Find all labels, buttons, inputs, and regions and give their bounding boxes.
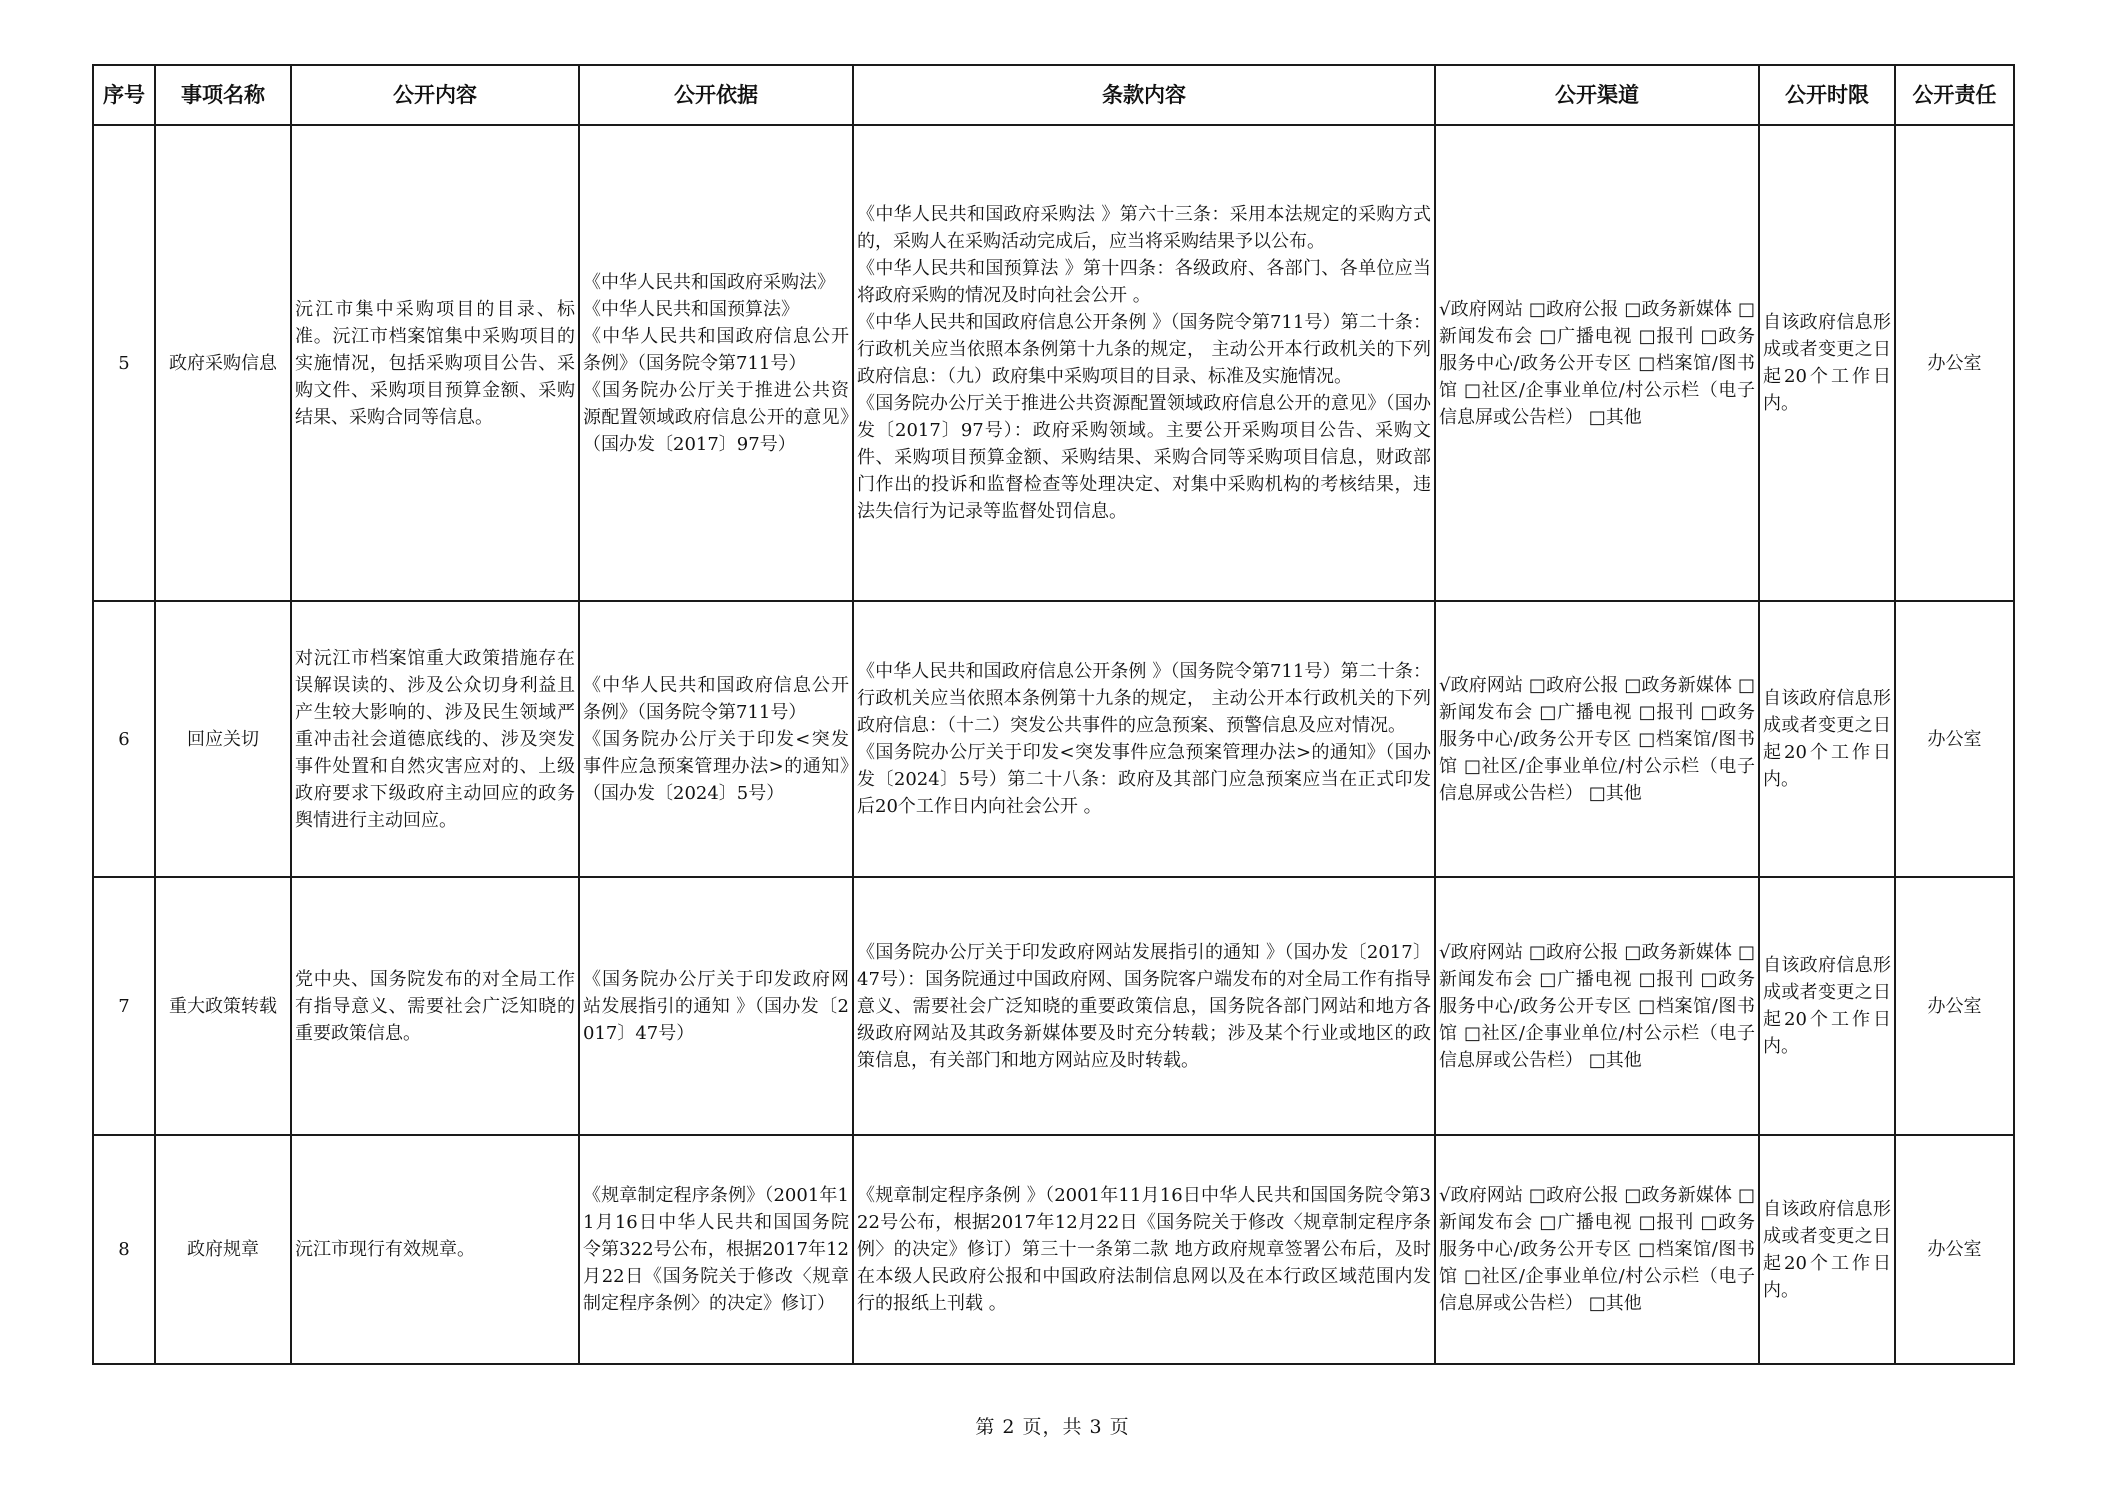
cell-channel: √政府网站 □政府公报 □政务新媒体 □新闻发布会 □广播电视 □报刊 □政务服务中心/政务公开专区 □档案馆/图书馆 □社区/企事业单位/村公示栏（电子信息屏或公告栏） □其他 <box>1435 1135 1759 1364</box>
cell-channel: √政府网站 □政府公报 □政务新媒体 □新闻发布会 □广播电视 □报刊 □政务服务中心/政务公开专区 □档案馆/图书馆 □社区/企事业单位/村公示栏（电子信息屏或公告栏） □其他 <box>1435 601 1759 877</box>
cell-content: 对沅江市档案馆重大政策措施存在误解误读的、涉及公众切身利益且产生较大影响的、涉及民生领域严重冲击社会道德底线的、涉及突发事件处置和自然灾害应对的、上级政府要求下级政府主动回应的政务舆情进行主动回应。 <box>291 601 579 877</box>
basis-line: 《国务院办公厅关于印发<突发事件应急预案管理办法>的通知》（国办发〔2024〕5号） <box>583 728 849 804</box>
basis-line: 《中华人民共和国政府信息公开条例》（国务院令第711号） <box>583 325 849 374</box>
table-row <box>93 125 2014 601</box>
clause-paragraph: 《中华人民共和国政府信息公开条例 》（国务院令第711号）第二十条：行政机关应当依照本条例第十九条的规定， 主动公开本行政机关的下列政府信息：（十二）突发公共事件的应急预案、预警信息及应对情况。 <box>857 661 1431 736</box>
header-time-limit: 公开时限 <box>1759 65 1895 125</box>
cell-time-limit: 自该政府信息形成或者变更之日起20个工作日内。 <box>1759 601 1895 877</box>
cell-time-limit: 自该政府信息形成或者变更之日起20个工作日内。 <box>1759 877 1895 1135</box>
basis-line: 《中华人民共和国预算法》 <box>583 298 799 320</box>
cell-clauses <box>853 1135 1435 1364</box>
cell-basis <box>579 125 853 601</box>
clause-paragraph: 《中华人民共和国政府信息公开条例 》（国务院令第711号）第二十条：行政机关应当依照本条例第十九条的规定， 主动公开本行政机关的下列政府信息：（九）政府集中采购项目的目录、标准及实施情况。 <box>857 312 1431 387</box>
table-header-row <box>93 65 2014 125</box>
table-row <box>93 877 2014 1135</box>
cell-content: 党中央、国务院发布的对全局工作有指导意义、需要社会广泛知晓的重要政策信息。 <box>291 877 579 1135</box>
cell-content: 沅江市集中采购项目的目录、标准。沅江市档案馆集中采购项目的实施情况，包括采购项目公告、采购文件、采购项目预算金额、采购结果、采购合同等信息。 <box>291 125 579 601</box>
cell-no: 5 <box>93 125 155 601</box>
cell-channel: √政府网站 □政府公报 □政务新媒体 □新闻发布会 □广播电视 □报刊 □政务服务中心/政务公开专区 □档案馆/图书馆 □社区/企事业单位/村公示栏（电子信息屏或公告栏） □其他 <box>1435 877 1759 1135</box>
header-item-name: 事项名称 <box>155 65 291 125</box>
cell-responsible: 办公室 <box>1895 601 2014 877</box>
cell-basis <box>579 1135 853 1364</box>
cell-no: 8 <box>93 1135 155 1364</box>
cell-item-name: 政府规章 <box>155 1135 291 1364</box>
cell-basis <box>579 601 853 877</box>
cell-responsible: 办公室 <box>1895 125 2014 601</box>
cell-time-limit: 自该政府信息形成或者变更之日起20个工作日内。 <box>1759 1135 1895 1364</box>
header-basis: 公开依据 <box>579 65 853 125</box>
header-no: 序号 <box>93 65 155 125</box>
cell-item-name: 回应关切 <box>155 601 291 877</box>
basis-line: 《中华人民共和国政府信息公开条例》（国务院令第711号） <box>583 674 849 723</box>
cell-item-name: 政府采购信息 <box>155 125 291 601</box>
cell-channel: √政府网站 □政府公报 □政务新媒体 □新闻发布会 □广播电视 □报刊 □政务服务中心/政务公开专区 □档案馆/图书馆 □社区/企事业单位/村公示栏（电子信息屏或公告栏） □其他 <box>1435 125 1759 601</box>
cell-clauses <box>853 601 1435 877</box>
basis-line: 《国务院办公厅关于印发政府网站发展指引的通知 》（国办发〔2017〕47号） <box>583 968 849 1044</box>
table-row <box>93 601 2014 877</box>
clause-paragraph: 《国务院办公厅关于印发政府网站发展指引的通知 》（国办发〔2017〕47号）：国务院通过中国政府网、国务院客户端发布的对全局工作有指导意义、需要社会广泛知晓的重要政策信息，国务院各部门网站和地方各级政府网站及其政务新媒体要及时充分转载；涉及某个行业或地区的政策信息，有关部门和地方网站应及时转载。 <box>857 941 1431 1071</box>
clause-paragraph: 《国务院办公厅关于印发<突发事件应急预案管理办法>的通知》（国办发〔2024〕5号）第二十八条：政府及其部门应急预案应当在正式印发后20个工作日内向社会公开 。 <box>857 742 1431 817</box>
clause-paragraph: 《中华人民共和国政府采购法 》第六十三条：采用本法规定的采购方式的，采购人在采购活动完成后，应当将采购结果予以公布。 <box>857 204 1431 252</box>
cell-no: 7 <box>93 877 155 1135</box>
cell-no: 6 <box>93 601 155 877</box>
cell-responsible: 办公室 <box>1895 1135 2014 1364</box>
header-responsible: 公开责任 <box>1895 65 2014 125</box>
disclosure-table <box>92 64 2015 1365</box>
basis-line: 《中华人民共和国政府采购法》 <box>583 271 835 293</box>
clause-paragraph: 《国务院办公厅关于推进公共资源配置领域政府信息公开的意见》（国办发〔2017〕97号）：政府采购领域。主要公开采购项目公告、采购文件、采购项目预算金额、采购结果、采购合同等采购项目信息，财政部门作出的投诉和监督检查等处理决定、对集中采购机构的考核结果，违法失信行为记录等监督处罚信息。 <box>857 393 1431 522</box>
header-clauses: 条款内容 <box>853 65 1435 125</box>
cell-clauses <box>853 877 1435 1135</box>
cell-item-name: 重大政策转载 <box>155 877 291 1135</box>
clause-paragraph: 《规章制定程序条例 》（2001年11月16日中华人民共和国国务院令第322号公布，根据2017年12月22日《国务院关于修改〈规章制定程序条例〉的决定》修订）第三十一条第二款 地方政府规章签署公布后，及时在本级人民政府公报和中国政府法制信息网以及在本行政区域范围内发行的报纸上刊载 。 <box>857 1185 1431 1314</box>
page-number-footer: 第 2 页，共 3 页 <box>975 1416 1130 1438</box>
cell-content: 沅江市现行有效规章。 <box>291 1135 579 1364</box>
header-channel: 公开渠道 <box>1435 65 1759 125</box>
cell-responsible: 办公室 <box>1895 877 2014 1135</box>
cell-clauses <box>853 125 1435 601</box>
cell-time-limit: 自该政府信息形成或者变更之日起20个工作日内。 <box>1759 125 1895 601</box>
basis-line: 《规章制定程序条例》（2001年11月16日中华人民共和国国务院令第322号公布，根据2017年12月22日《国务院关于修改〈规章制定程序条例〉的决定》修订） <box>583 1185 849 1314</box>
basis-line: 《国务院办公厅关于推进公共资源配置领域政府信息公开的意见》（国办发〔2017〕97号） <box>583 379 849 455</box>
clause-paragraph: 《中华人民共和国预算法 》第十四条：各级政府、各部门、各单位应当将政府采购的情况及时向社会公开 。 <box>857 258 1431 306</box>
header-content: 公开内容 <box>291 65 579 125</box>
cell-basis <box>579 877 853 1135</box>
table-row <box>93 1135 2014 1364</box>
